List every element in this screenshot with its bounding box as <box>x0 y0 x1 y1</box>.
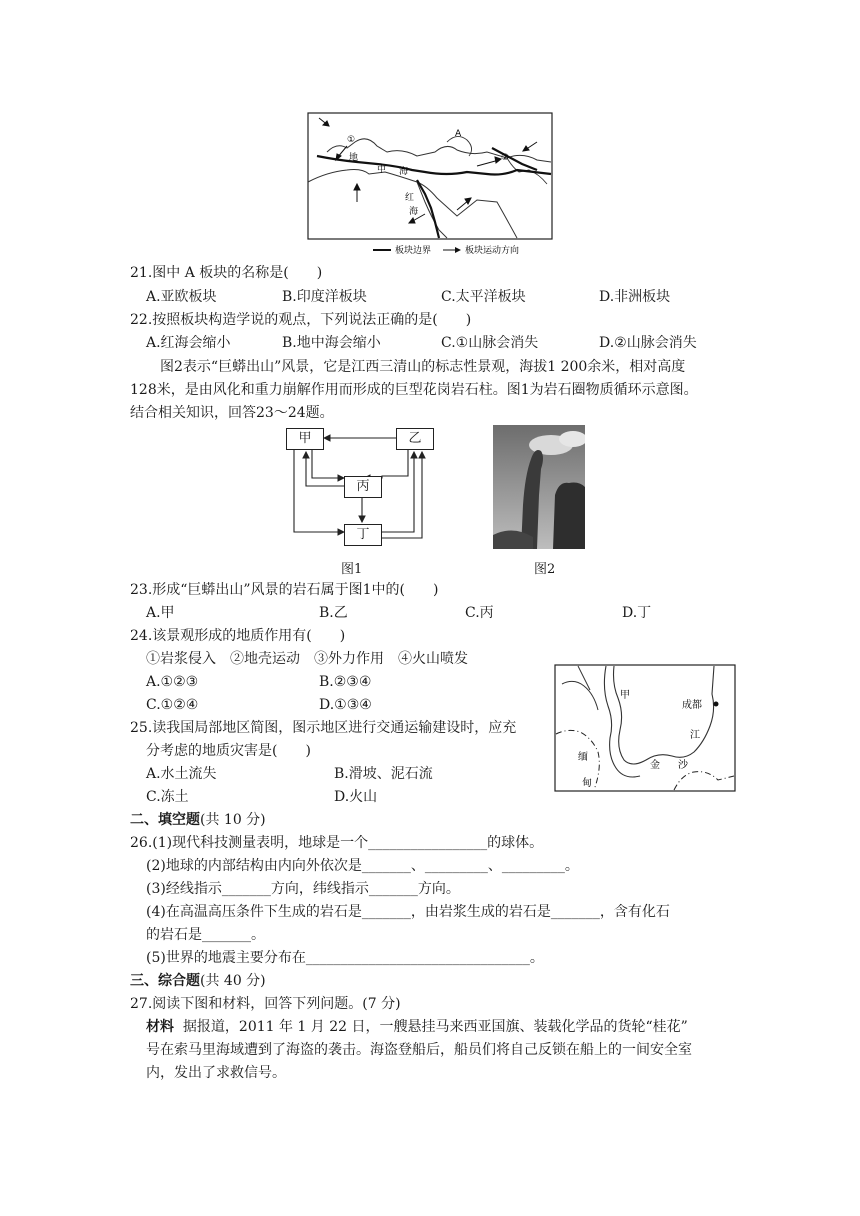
map-label-dian: 甸 <box>582 778 592 789</box>
q27-material-line-1 <box>146 1017 688 1037</box>
plate-map-figure <box>307 112 553 262</box>
q22-option-d: D.②山脉会消失 <box>599 335 697 351</box>
label-circled-2: ② <box>501 153 510 163</box>
q22-option-b: B.地中海会缩小 <box>282 335 381 351</box>
rock-pillar-image <box>493 425 585 549</box>
q21-option-d: D.非洲板块 <box>599 289 671 305</box>
section-2-title: 二、填空题 <box>130 812 200 828</box>
plate-map <box>307 112 553 262</box>
rock-pillar-photo <box>493 425 585 549</box>
q26-line-1: 26.(1)现代科技测量表明，地球是一个_________________的球体。 <box>130 835 544 851</box>
q25-option-d: D.火山 <box>334 789 378 805</box>
q25-stem-line-2: 分考虑的地质灾害是( ) <box>146 743 311 759</box>
label-di: 地 <box>349 153 359 163</box>
q21-stem: 21.图中 A 板块的名称是( ) <box>130 265 323 281</box>
q21-option-a: A.亚欧板块 <box>146 289 217 305</box>
q25-option-c: C.冻土 <box>146 789 189 805</box>
q27-material-label: 材料 <box>146 1019 174 1035</box>
q26-line-6: (5)世界的地震主要分布在________________________________。 <box>146 950 544 966</box>
q25-stem-line-1: 25.读我国局部地区简图，图示地区进行交通运输建设时，应充 <box>130 720 517 736</box>
q21-option-b: B.印度洋板块 <box>282 289 367 305</box>
q26-line-3: (3)经线指示_______方向，纬线指示_______方向。 <box>146 881 460 897</box>
q24-option-c: C.①②④ <box>146 697 199 713</box>
map-label-jiang: 江 <box>690 730 700 741</box>
box-jia: 甲 <box>286 428 324 450</box>
section-2-score: (共 10 分) <box>200 812 266 828</box>
section-3-heading <box>130 971 266 991</box>
section-3-score: (共 40 分) <box>200 973 266 989</box>
regional-map-figure <box>554 664 736 792</box>
q24-stem: 24.该景观形成的地质作用有( ) <box>130 628 346 644</box>
box-bing: 丙 <box>344 476 382 498</box>
intro-line-3: 结合相关知识，回答23～24题。 <box>130 405 334 421</box>
q27-material-line-3: 内，发出了求救信号。 <box>146 1065 286 1081</box>
q25-option-a: A.水土流失 <box>146 766 217 782</box>
q24-option-a: A.①②③ <box>146 674 199 690</box>
map-label-mian: 缅 <box>578 752 588 763</box>
q22-stem: 22.按照板块构造学说的观点，下列说法正确的是( ) <box>130 312 472 328</box>
q21-option-c: C.太平洋板块 <box>441 289 526 305</box>
q23-stem: 23.形成“巨蟒出山”风景的岩石属于图1中的( ) <box>130 582 439 598</box>
figure-2-caption: 图2 <box>534 562 556 577</box>
box-yi: 乙 <box>396 428 434 450</box>
label-hai: 海 <box>399 167 409 177</box>
legend-boundary: 板块边界 <box>395 246 432 256</box>
q27-stem: 27.阅读下图和材料，回答下列问题。(7 分) <box>130 996 401 1012</box>
q27-material-text-1: 据报道，2011 年 1 月 22 日，一艘悬挂马来西亚国旗、装载化学品的货轮“桂花” <box>182 1019 688 1035</box>
q23-option-a: A.甲 <box>146 605 175 621</box>
label-circled-1: ① <box>347 135 356 145</box>
q26-line-4: (4)在高温高压条件下生成的岩石是_______，由岩浆生成的岩石是_______，含有化石 <box>146 904 670 920</box>
q22-option-c: C.①山脉会消失 <box>441 335 539 351</box>
intro-line-2: 128米，是由风化和重力崩解作用而形成的巨型花岗岩石柱。图1为岩石圈物质循环示意图。 <box>130 382 698 398</box>
q27-material-line-2: 号在索马里海域遭到了海盗的袭击。海盗登船后，船员们将自己反锁在船上的一间安全室 <box>146 1042 692 1058</box>
label-hong: 红 <box>405 193 415 203</box>
label-zhong: 中 <box>377 165 387 175</box>
q22-option-a: A.红海会缩小 <box>146 335 231 351</box>
q24-option-b: B.②③④ <box>319 674 372 690</box>
q26-line-5: 的岩石是_______。 <box>146 927 265 943</box>
q25-option-b: B.滑坡、泥石流 <box>334 766 433 782</box>
map-label-chengdu: 成都 <box>682 700 702 711</box>
label-hai-red: 海 <box>409 207 419 217</box>
legend-direction: 板块运动方向 <box>465 246 520 256</box>
q23-option-d: D.丁 <box>622 605 652 621</box>
section-2-heading <box>130 810 266 830</box>
q23-option-b: B.乙 <box>319 605 348 621</box>
regional-map <box>554 664 736 792</box>
map-label-jin: 金 <box>650 760 660 771</box>
figure-1-caption: 图1 <box>341 562 363 577</box>
intro-line-1: 图2表示“巨蟒出山”风景，它是江西三清山的标志性景观，海拔1 200余米，相对高度 <box>160 359 686 375</box>
map-label-sha: 沙 <box>678 760 688 771</box>
section-3-title: 三、综合题 <box>130 973 200 989</box>
box-ding: 丁 <box>344 524 382 546</box>
q26-line-2: (2)地球的内部结构由内向外依次是_______、_________、_________。 <box>146 858 579 874</box>
q24-items: ①岩浆侵入 ②地壳运动 ③外力作用 ④火山喷发 <box>146 651 468 667</box>
label-a: A <box>455 129 462 139</box>
q23-option-c: C.丙 <box>465 605 494 621</box>
rock-cycle-diagram <box>282 428 438 554</box>
q24-option-d: D.①③④ <box>319 697 372 713</box>
map-label-jia: 甲 <box>620 690 630 701</box>
